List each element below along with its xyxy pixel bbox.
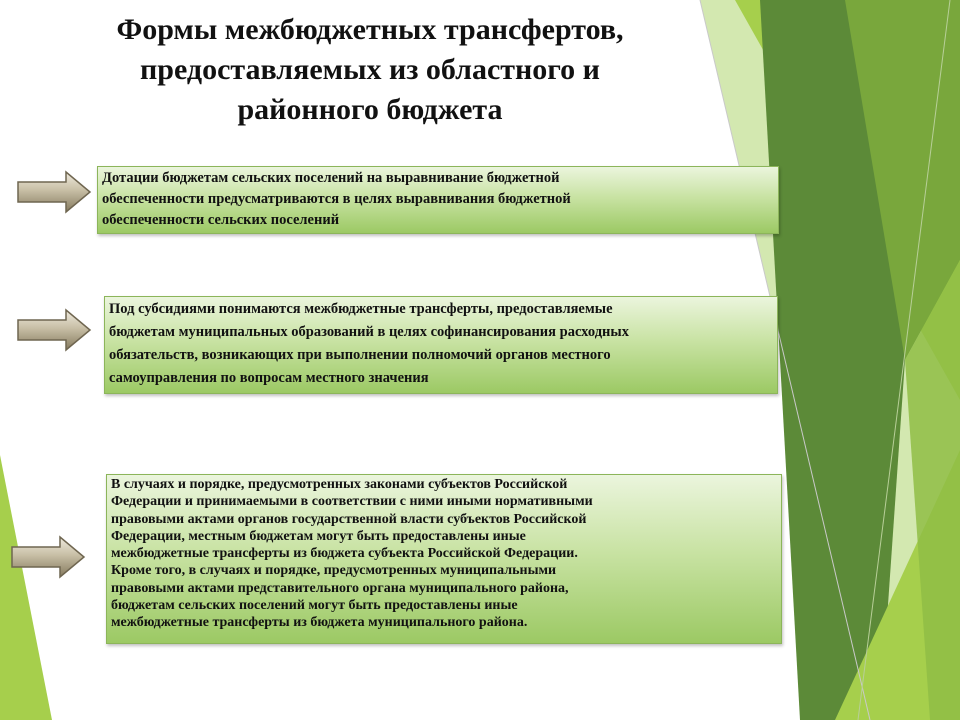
text-box (97, 166, 779, 234)
text-box (104, 296, 778, 394)
arrow-right-icon (16, 308, 92, 352)
box-text: Под субсидиями понимаются межбюджетные трансферты, предоставляемые бюджетам муниципальных образований в целях софинансирования расходных обязательств, возникающих при выполнении полномочий органов местного самоуправления по вопросам местного значения (109, 301, 629, 386)
arrow-right-icon (10, 535, 86, 579)
slide-title: Формы межбюджетных трансфертов, предоставляемых из областного и районного бюджета (116, 13, 624, 126)
left-green-shape (0, 455, 52, 720)
arrow-right-icon (16, 170, 92, 214)
box-text: Дотации бюджетам сельских поселений на выравнивание бюджетной обеспеченности предусматриваются в целях выравнивания бюджетной обеспеченности сельских поселений (102, 170, 571, 228)
text-box (106, 474, 782, 644)
box-text: В случаях и порядке, предусмотренных законами субъектов Российской Федерации и принимаемыми в соответствии с ними иными нормативными правовыми актами органов государственной власти субъектов Российской Федерации, местным бюджетам могут быть предоставлены иные межбюджетные трансферты из бюджета субъекта Российской Федерации. Кроме того, в случаях и порядке, предусмотренных муниципальными правовыми актами представительного органа муниципального района, бюджетам сельских поселений могут быть предоставлены иные межбюджетные трансферты из бюджета муниципального района. (111, 477, 593, 631)
